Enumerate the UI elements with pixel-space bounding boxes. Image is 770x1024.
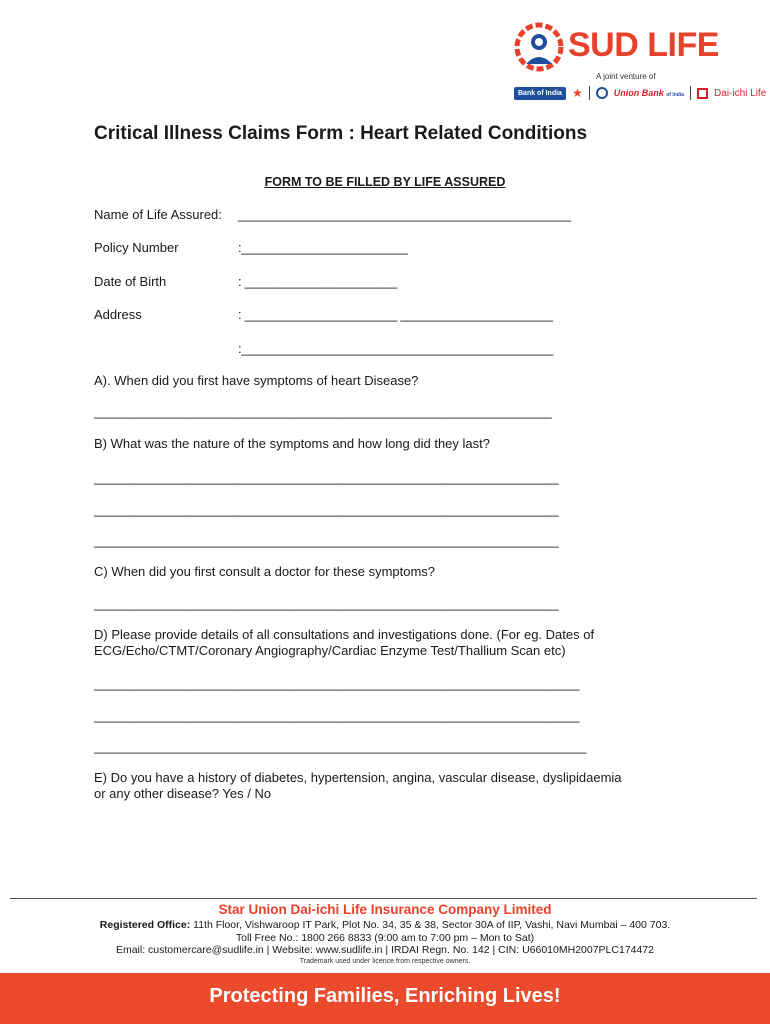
- footer-toll-free: Toll Free No.: 1800 266 8833 (9:00 am to 7:00 pm – Mon to Sat): [235, 932, 535, 944]
- footer-contact: Email: customercare@sudlife.in | Website: www.sudlife.in | IRDAI Regn. No. 142 | CIN: U66010MH2007PLC174472: [115, 944, 655, 956]
- footer-registered-office: [0, 919, 770, 931]
- footer-trademark: Trademark used under licence from respective owners.: [299, 958, 471, 965]
- question-d-line-1: D) Please provide details of all consultations and investigations done. (For eg. Dates of: [94, 627, 595, 642]
- partner-divider: [589, 86, 590, 100]
- union-bank-logo: Union Bank of India: [613, 88, 685, 98]
- registered-office-label: Registered Office:: [99, 919, 191, 931]
- footer-company-name: Star Union Dai-ichi Life Insurance Company Limited: [218, 902, 552, 917]
- answer-b-line-1[interactable]: ___________________________________________________________________: [94, 470, 559, 485]
- answer-c-line[interactable]: ___________________________________________________________________: [94, 596, 559, 611]
- address-field-line-2[interactable]: :_____________________________________________: [238, 341, 554, 356]
- question-d-line-2: ECG/Echo/CTMT/Coronary Angiography/Cardiac Enzyme Test/Thallium Scan etc): [94, 643, 566, 658]
- brand-name: SUD LIFE: [568, 26, 719, 64]
- sud-life-logo: [514, 18, 767, 104]
- name-field[interactable]: ________________________________________________: [238, 207, 571, 222]
- question-a: A). When did you first have symptoms of heart Disease?: [94, 373, 419, 388]
- star-icon: ★: [571, 86, 583, 100]
- partner-logos: [514, 84, 766, 102]
- address-field-line-1[interactable]: : ______________________ ______________________: [238, 307, 553, 322]
- form-subtitle: FORM TO BE FILLED BY LIFE ASSURED: [264, 175, 506, 189]
- question-c: C) When did you first consult a doctor for these symptoms?: [94, 564, 436, 579]
- sud-life-emblem-icon: [514, 22, 564, 72]
- question-b: B) What was the nature of the symptoms and how long did they last?: [94, 436, 490, 451]
- name-label: Name of Life Assured:: [94, 207, 222, 222]
- address-label: Address: [94, 307, 142, 322]
- policy-number-label: Policy Number: [94, 240, 179, 255]
- footer-tagline: Protecting Families, Enriching Lives!: [209, 985, 561, 1007]
- answer-a-line[interactable]: __________________________________________________________________: [94, 404, 552, 419]
- answer-b-line-3[interactable]: ___________________________________________________________________: [94, 533, 559, 548]
- union-bank-icon: [596, 87, 608, 99]
- dai-ichi-icon: [697, 88, 708, 99]
- question-e-line-2: or any other disease? Yes / No: [94, 786, 272, 801]
- answer-b-line-2[interactable]: ___________________________________________________________________: [94, 502, 559, 517]
- date-of-birth-field[interactable]: : ______________________: [238, 274, 398, 289]
- partner-divider: [690, 86, 691, 100]
- registered-office-address: 11th Floor, Vishwaroop IT Park, Plot No. 34, 35 & 38, Sector 30A of IIP, Vashi, Navi Mumbai – 400 703.: [190, 919, 671, 931]
- footer-divider: [10, 898, 757, 899]
- dai-ichi-life-logo: Dai-ichi Life: [714, 87, 767, 99]
- answer-d-line-3[interactable]: _______________________________________________________________________: [94, 739, 587, 754]
- date-of-birth-label: Date of Birth: [94, 274, 167, 289]
- bank-of-india-logo: Bank of India: [514, 87, 566, 100]
- question-e-line-1: E) Do you have a history of diabetes, hypertension, angina, vascular disease, dyslipidaemia: [94, 770, 622, 785]
- joint-venture-text: A joint venture of: [596, 72, 656, 81]
- policy-number-field[interactable]: :________________________: [238, 240, 408, 255]
- form-title: Critical Illness Claims Form : Heart Related Conditions: [94, 123, 588, 144]
- answer-d-line-2[interactable]: ______________________________________________________________________: [94, 708, 580, 723]
- answer-d-line-1[interactable]: ______________________________________________________________________: [94, 676, 580, 691]
